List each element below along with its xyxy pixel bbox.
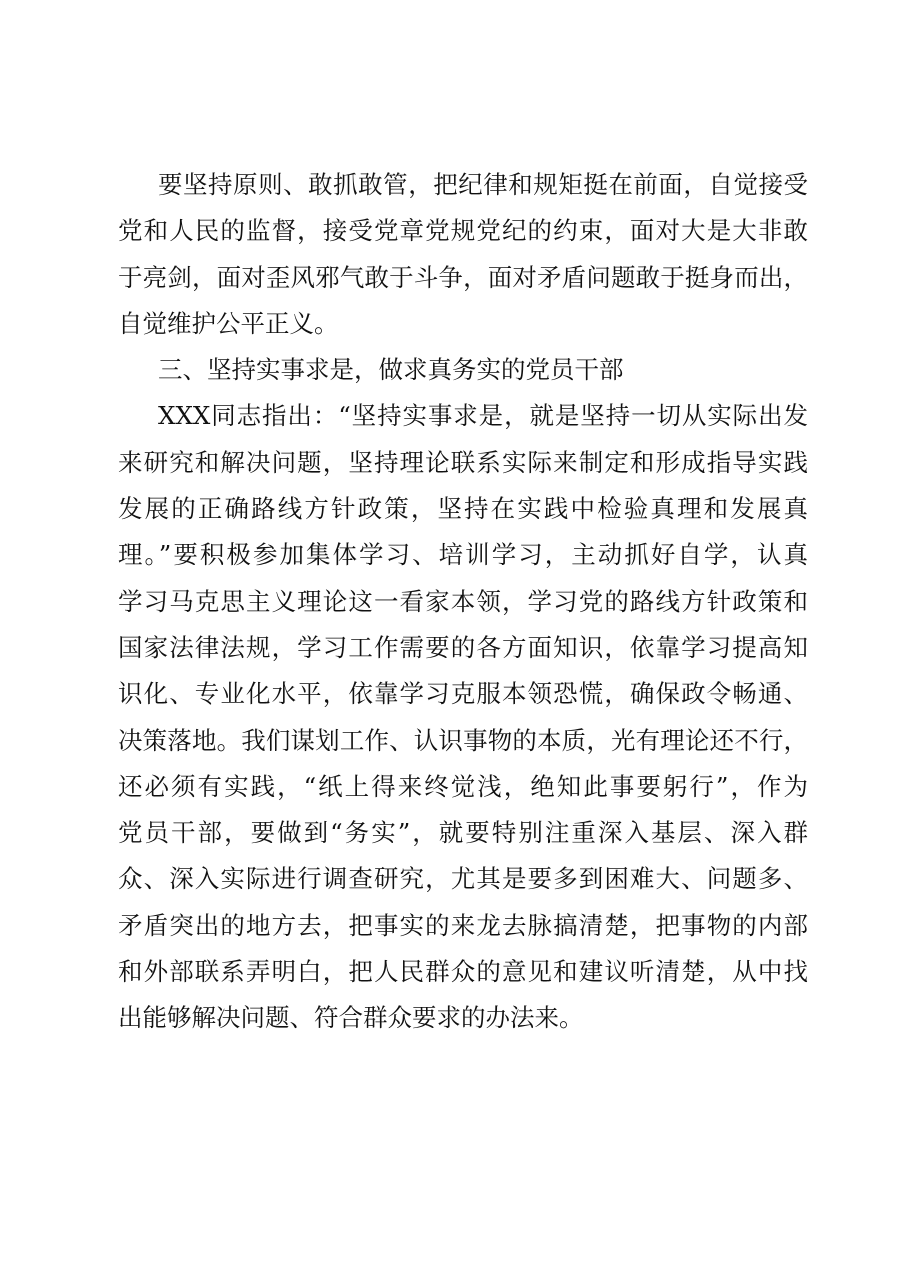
paragraph-line: 出能够解决问题、符合群众要求的办法来。: [118, 1003, 584, 1033]
paragraph-line: 学习马克思主义理论这一看家本领，学习党的路线方针政策和: [118, 586, 808, 616]
paragraph-line: 于亮剑，面对歪风邪气敢于斗争，面对矛盾问题敢于挺身而出，: [118, 262, 808, 292]
paragraph-line: XXX同志指出：“坚持实事求是，就是坚持一切从实际出发: [158, 401, 808, 431]
paragraph-line: 和外部联系弄明白，把人民群众的意见和建议听清楚，从中找: [118, 957, 808, 987]
paragraph-line: 决策落地。我们谋划工作、认识事物的本质，光有理论还不行，: [118, 725, 808, 755]
paragraph-line: 还必须有实践，“纸上得来终觉浅，绝知此事要躬行”，作为: [118, 771, 808, 801]
paragraph-line: 来研究和解决问题，坚持理论联系实际来制定和形成指导实践: [118, 447, 808, 477]
paragraph-line: 国家法律法规，学习工作需要的各方面知识，依靠学习提高知: [118, 632, 808, 662]
paragraph-line: 理。”要积极参加集体学习、培训学习，主动抓好自学，认真: [118, 540, 808, 570]
document-body: [118, 162, 808, 1042]
paragraph-line: 自觉维护公平正义。: [118, 308, 339, 338]
paragraph-line: 众、深入实际进行调查研究，尤其是要多到困难大、问题多、: [118, 864, 808, 894]
paragraph-line: 矛盾突出的地方去，把事实的来龙去脉搞清楚，把事物的内部: [118, 910, 808, 940]
paragraph-line: 发展的正确路线方针政策，坚持在实践中检验真理和发展真: [118, 494, 808, 524]
paragraph-line: 识化、专业化水平，依靠学习克服本领恐慌，确保政令畅通、: [118, 679, 808, 709]
paragraph-line: 党员干部，要做到“务实”，就要特别注重深入基层、深入群: [118, 818, 808, 848]
section-heading: 三、坚持实事求是，做求真务实的党员干部: [158, 355, 624, 385]
paragraph-line: 党和人民的监督，接受党章党规党纪的约束，面对大是大非敢: [118, 216, 808, 246]
paragraph-line: 要坚持原则、敢抓敢管，把纪律和规矩挺在前面，自觉接受: [158, 170, 808, 199]
